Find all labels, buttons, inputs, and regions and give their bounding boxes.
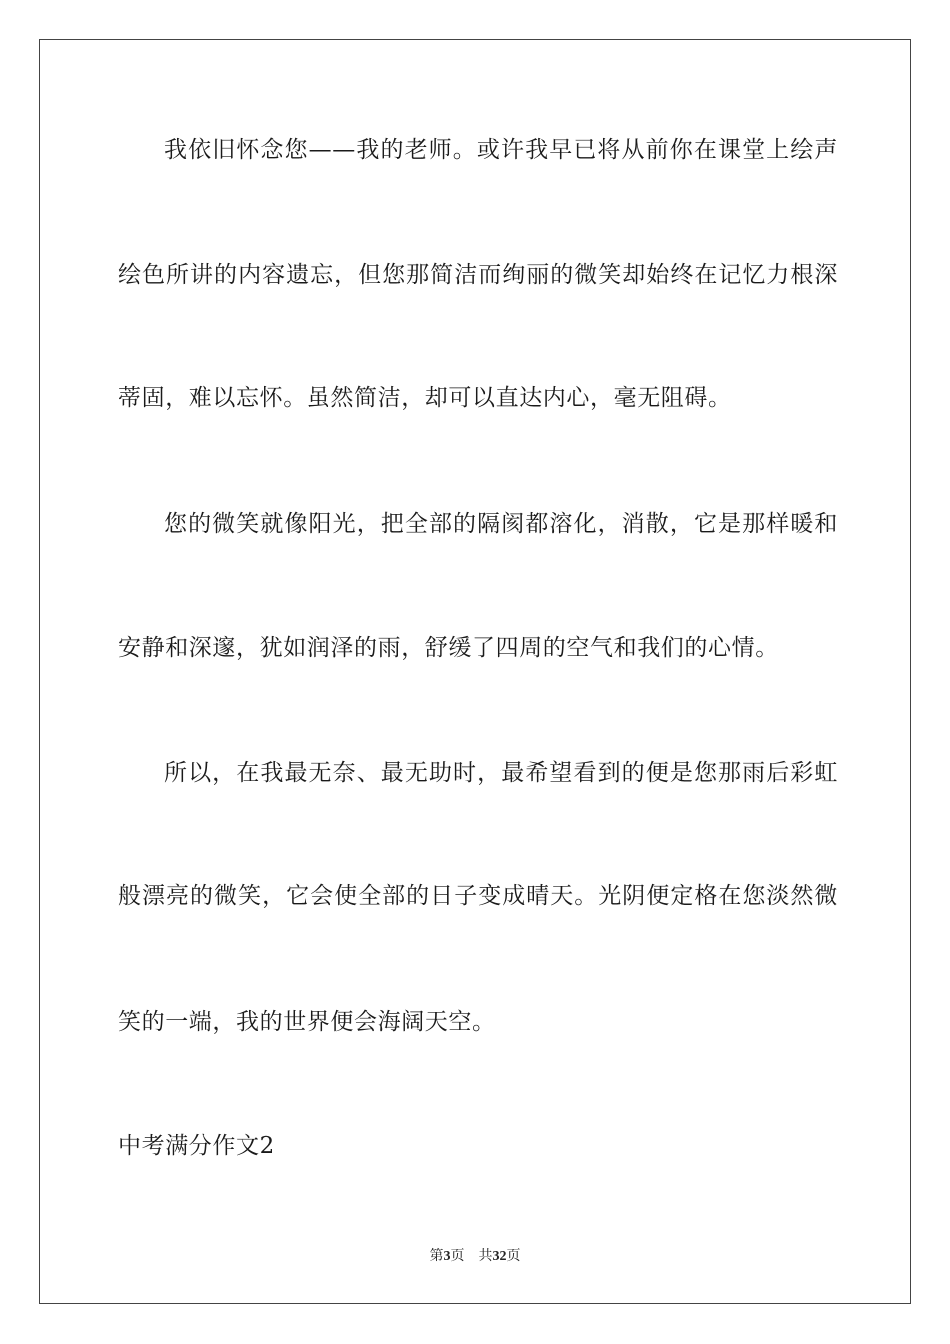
- paragraph-1-line-2: 绘色所讲的内容遗忘，但您那简洁而绚丽的微笑却始终在记忆力根深: [118, 262, 838, 288]
- page-footer: [0, 1247, 950, 1266]
- paragraph-2-line-2: 安静和深邃，犹如润泽的雨，舒缓了四周的空气和我们的心情。: [118, 635, 779, 661]
- page-number: 3: [443, 1249, 451, 1264]
- page-prefix: 第: [429, 1248, 444, 1264]
- page-border: [39, 39, 911, 1304]
- page-suffix: 页: [450, 1248, 465, 1264]
- paragraph-3-line-1: 所以，在我最无奈、最无助时，最希望看到的便是您那雨后彩虹: [164, 760, 838, 786]
- total-suffix: 页: [506, 1248, 521, 1264]
- total-prefix: 共: [478, 1248, 493, 1264]
- section-heading: 中考满分作文2: [118, 1133, 275, 1159]
- total-pages: 32: [492, 1249, 507, 1264]
- paragraph-3-line-3: 笑的一端，我的世界便会海阔天空。: [118, 1009, 496, 1035]
- paragraph-1-line-3: 蒂固，难以忘怀。虽然简洁，却可以直达内心，毫无阻碍。: [118, 385, 732, 411]
- paragraph-2-line-1: 您的微笑就像阳光，把全部的隔阂都溶化，消散，它是那样暖和: [164, 511, 838, 537]
- paragraph-1-line-1: 我依旧怀念您——我的老师。或许我早已将从前你在课堂上绘声: [164, 137, 838, 163]
- paragraph-3-line-2: 般漂亮的微笑，它会使全部的日子变成晴天。光阴便定格在您淡然微: [118, 883, 838, 909]
